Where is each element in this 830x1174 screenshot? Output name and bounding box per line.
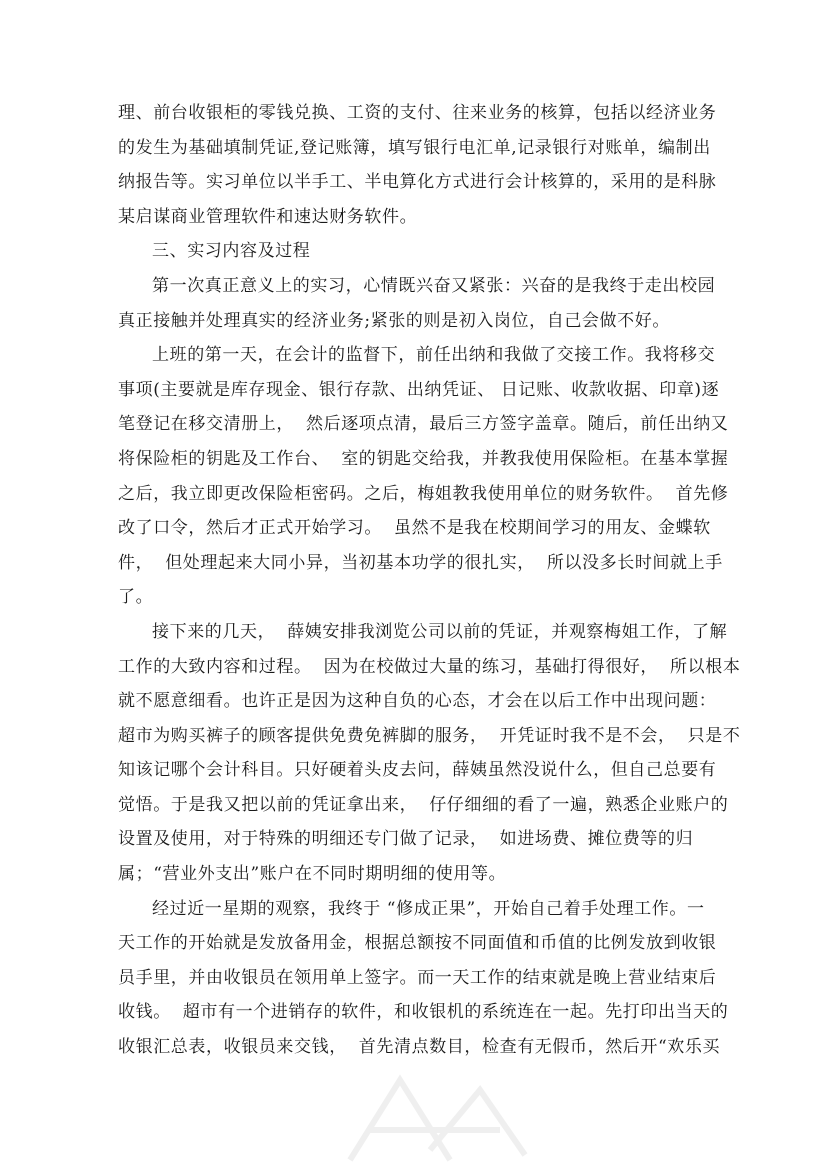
text-line: 收银汇总表，收银员来交钱， 首先清点数目，检查有无假币，然后开“欢乐买 — [118, 1037, 721, 1058]
text-line: 觉悟。于是我又把以前的凭证拿出来， 仔仔细细的看了一遍，熟悉企业账户的 — [118, 794, 729, 815]
text-line: 接下来的几天， 薛姨安排我浏览公司以前的凭证，并观察梅姐工作，了解 — [152, 621, 728, 642]
text-line: 上班的第一天，在会计的监督下，前任出纳和我做了交接工作。我将移交 — [152, 345, 716, 366]
section-heading: 三、实习内容及过程 — [152, 241, 311, 262]
text-line: 笔登记在移交清册上， 然后逐项点清，最后三方签字盖章。随后，前任出纳又 — [118, 414, 729, 435]
text-line: 件， 但处理起来大同小异，当初基本功学的很扎实， 所以没多长时间就上手 — [118, 552, 723, 573]
text-line: 天工作的开始就是发放备用金，根据总额按不同面值和币值的比例发放到收银 — [118, 933, 717, 954]
text-line: 员手里，并由收银员在领用单上签字。而一天工作的结束就是晚上营业结束后 — [118, 967, 717, 988]
text-line: 就不愿意细看。也许正是因为这种自负的心态，才会在以后工作中出现问题： — [118, 691, 717, 712]
text-line: 的发生为基础填制凭证,登记账簿，填写银行电汇单,记录银行对账单，编制出 — [118, 137, 711, 158]
text-line: 设置及使用，对于特殊的明细还专门做了记录， 如进场费、摊位费等的归 — [118, 829, 694, 850]
text-line: 经过近一星期的观察，我终于 “修成正果”，开始自己着手处理工作。一 — [152, 898, 705, 919]
text-line: 收钱。 超市有一个进销存的软件，和收银机的系统连在一起。先打印出当天的 — [118, 1002, 729, 1023]
text-line: 第一次真正意义上的实习，心情既兴奋又紧张：兴奋的是我终于走出校园 — [152, 275, 716, 296]
text-line: 纳报告等。实习单位以半手工、半电算化方式进行会计核算的，采用的是科脉 — [118, 172, 717, 193]
text-line: 理、前台收银柜的零钱兑换、工资的支付、往来业务的核算，包括以经济业务 — [118, 103, 717, 123]
text-line: 超市为购买裤子的顾客提供免费免裤脚的服务， 开凭证时我不是不会， 只是不 — [118, 725, 741, 746]
text-line: 了。 — [118, 587, 154, 608]
text-line: 属；“营业外支出”账户在不同时期明细的使用等。 — [118, 864, 507, 885]
text-line: 工作的大致内容和过程。 因为在校做过大量的练习，基础打得很好， 所以根本 — [118, 656, 741, 677]
text-line: 改了口令，然后才正式开始学习。 虽然不是我在校期间学习的用友、金蝶软 — [118, 518, 711, 539]
text-line: 将保险柜的钥匙及工作台、 室的钥匙交给我，并教我使用保险柜。在基本掌握 — [118, 448, 729, 469]
text-line: 之后，我立即更改保险柜密码。之后，梅姐教我使用单位的财务软件。 首先修 — [118, 483, 729, 504]
text-line: 事项(主要就是库存现金、银行存款、出纳凭证、 日记账、收款收据、印章)逐 — [118, 379, 720, 400]
text-line: 真正接触并处理真实的经济业务;紧张的则是初入岗位，自己会做不好。 — [118, 310, 670, 331]
watermark-logo — [330, 1060, 540, 1170]
text-line: 某启谋商业管理软件和速达财务软件。 — [118, 206, 418, 227]
text-line: 知该记哪个会计科目。只好硬着头皮去问，薛姨虽然没说什么，但自己总要有 — [118, 760, 717, 781]
document-body — [118, 96, 741, 1065]
